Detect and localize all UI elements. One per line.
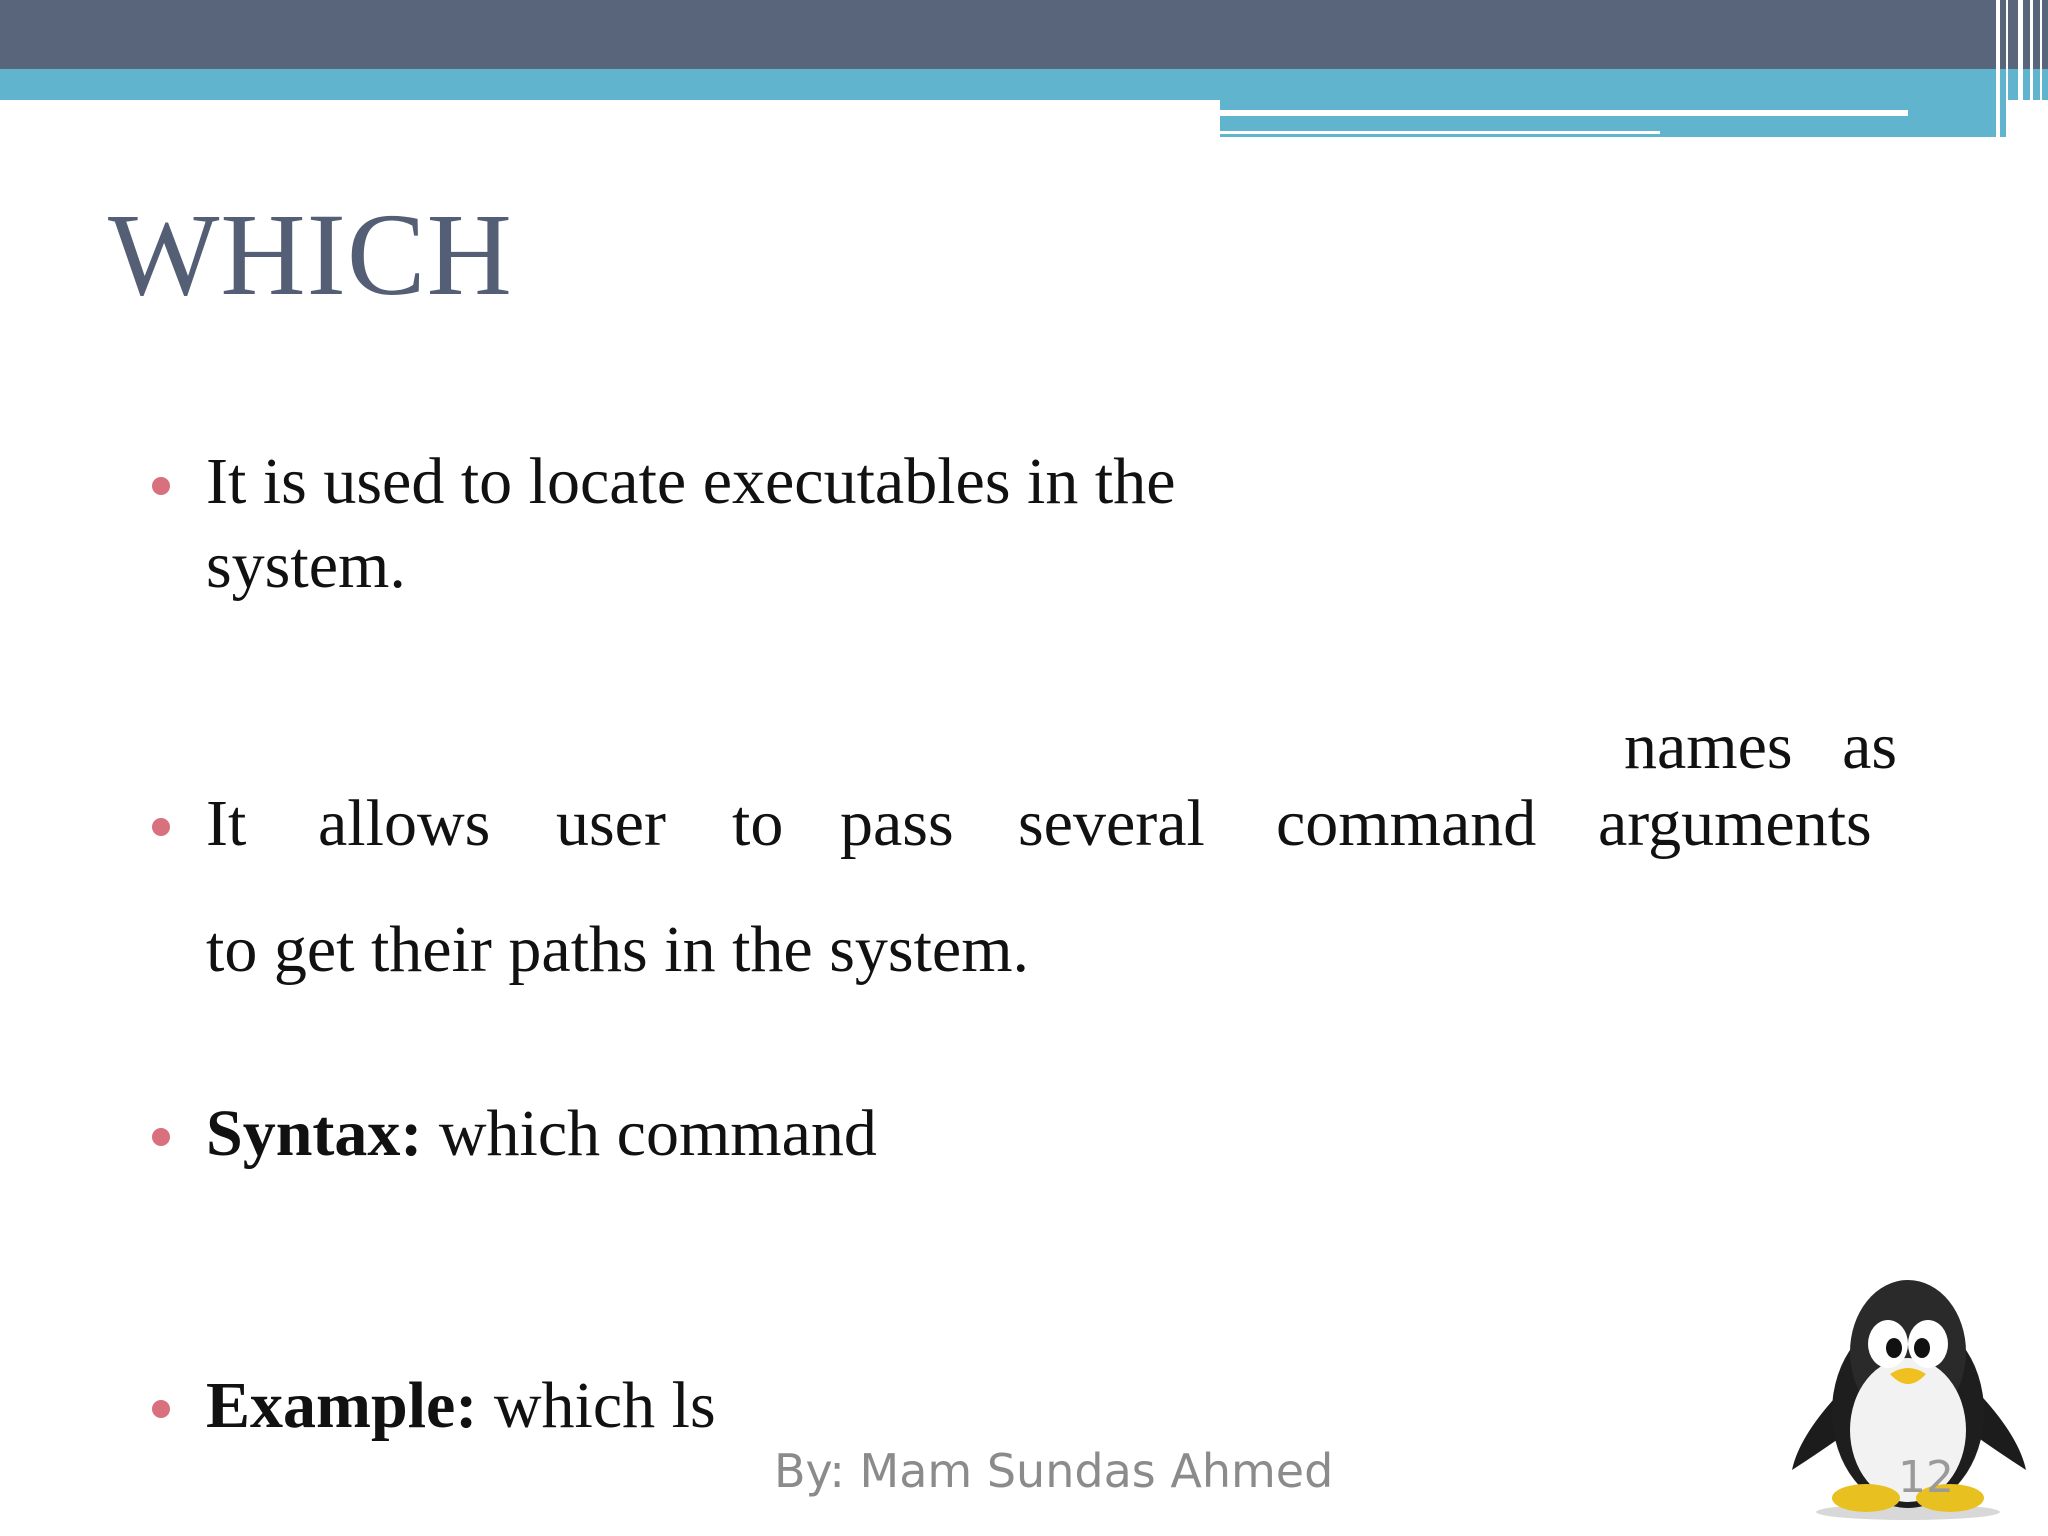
header-band-teal [0,69,2048,100]
word: pass [840,787,954,860]
bullet-dot [152,818,170,836]
bullet-overflow-text: names as [1624,710,1898,783]
bullet-dot [152,1128,170,1146]
bullet-example [206,1364,716,1448]
example-text: which ls [477,1369,716,1442]
word: command [1276,787,1537,860]
word: several [1018,787,1205,860]
word: arguments [1598,787,1872,860]
header-thin-line [1220,131,1660,134]
example-label: Example: [206,1369,478,1442]
header-vline [2030,0,2033,137]
page-number: 12 [1898,1452,1954,1503]
word: to [732,787,784,860]
header-vline [2018,0,2023,137]
bullet-text-justified [206,782,1926,872]
bullet-text-continued: to get their paths in the system. [206,913,1030,986]
syntax-text: which command [422,1097,877,1170]
slide-title: WHICH [108,189,513,320]
word: allows [318,787,491,860]
word: It [206,787,247,860]
bullet-dot [152,477,170,495]
word: user [556,787,666,860]
header-vline [1996,0,2000,137]
bullet-dot [152,1400,170,1418]
header-vline [2040,0,2042,137]
header-white-line [1220,110,1908,116]
bullet-text: It is used to locate executables in the system. [206,445,1176,603]
bullet-syntax [206,1092,877,1176]
header-vline [2006,0,2008,137]
footer-author: By: Mam Sundas Ahmed [774,1444,1334,1498]
syntax-label: Syntax: [206,1097,423,1170]
header-band-dark [0,0,2048,69]
